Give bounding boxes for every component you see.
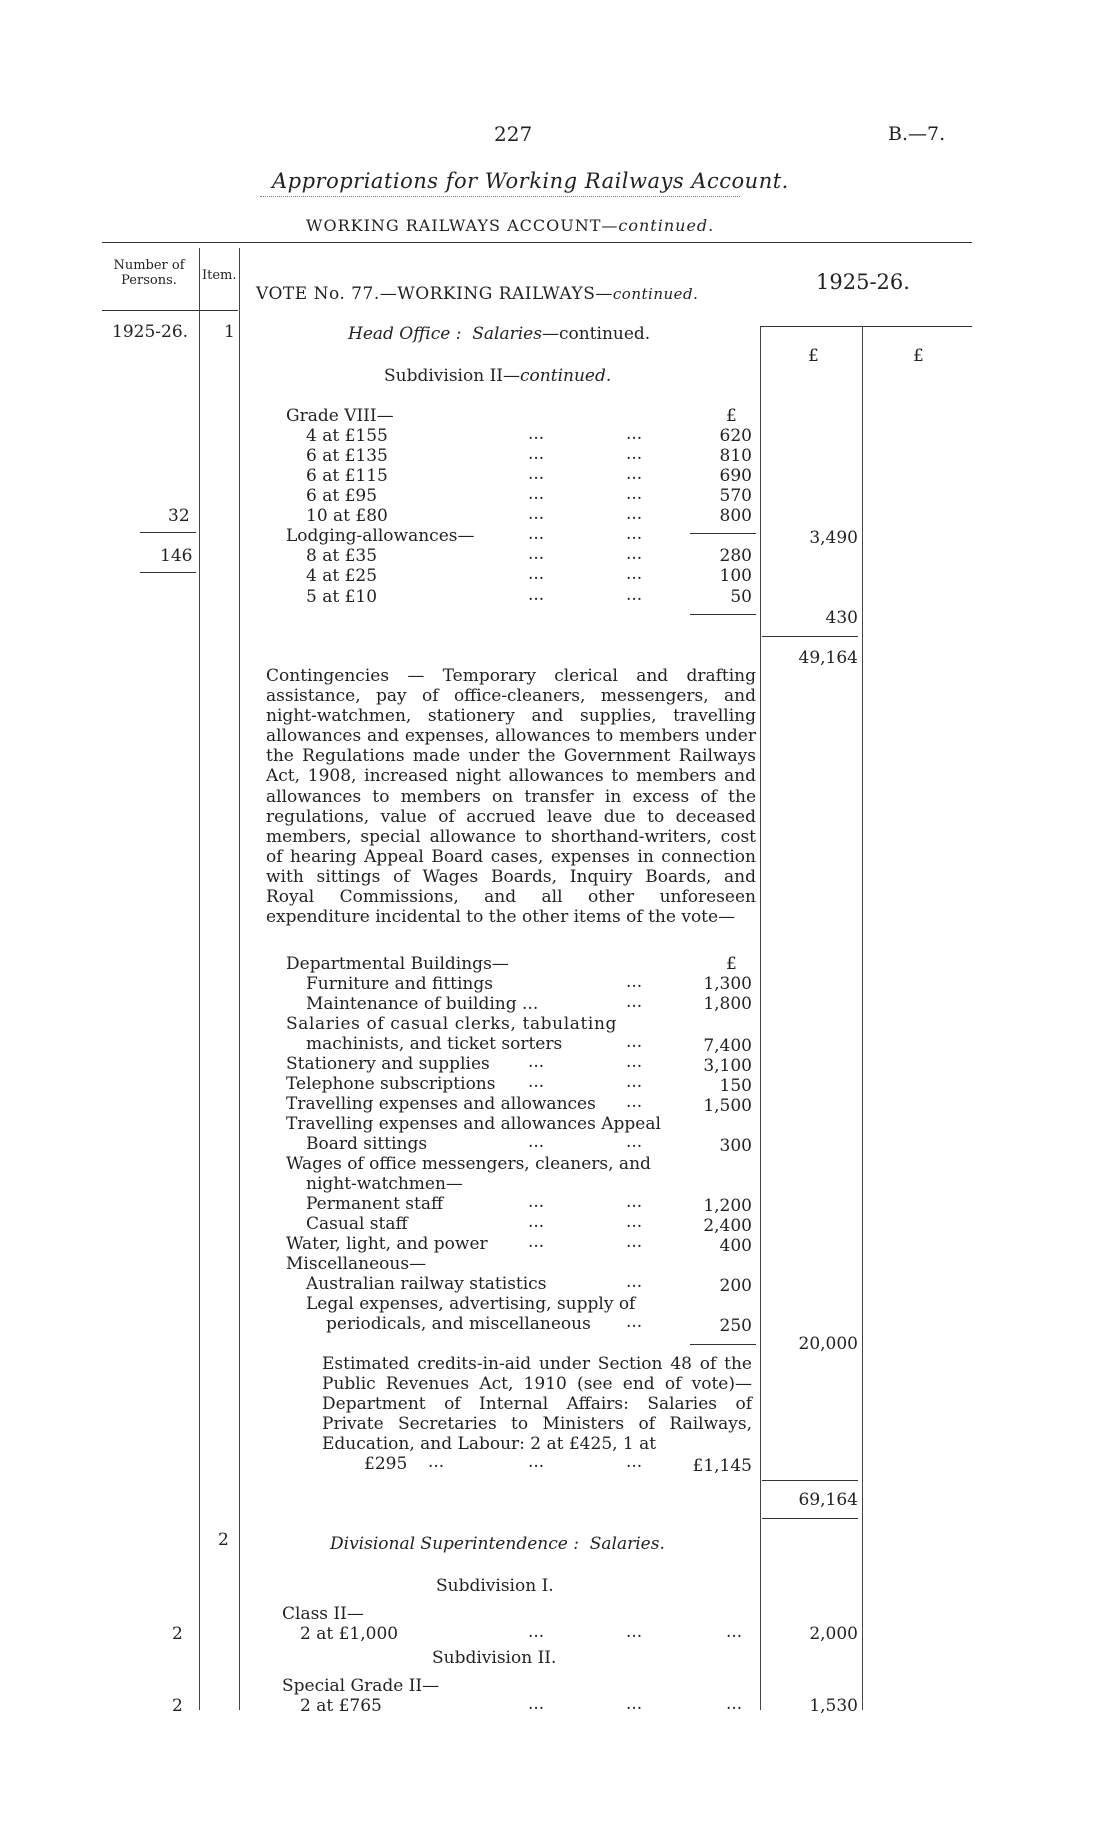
leader-dots: ...	[528, 1212, 545, 1232]
persons-count: 2	[172, 1696, 183, 1716]
leader-dots: ...	[528, 585, 545, 605]
leader-dots: ...	[626, 992, 643, 1012]
leader-dots: ...	[528, 524, 545, 544]
salaries-subtotal: 49,164	[798, 648, 858, 668]
grade-row-value: 570	[719, 486, 752, 506]
grade-row-label: 2 at £765	[300, 1696, 382, 1716]
section-heading: Head Office : Salaries—continued.	[348, 324, 651, 344]
year-header: 1925-26.	[816, 270, 910, 294]
expense-value: 1,300	[703, 974, 752, 994]
leader-dots: ...	[626, 1312, 643, 1332]
credits-last-value: £1,145	[692, 1456, 752, 1476]
lodging-row-label: 4 at £25	[306, 566, 378, 586]
expense-label: Australian railway statistics	[306, 1274, 547, 1294]
leader-dots: ...	[626, 524, 643, 544]
expense-value: 7,400	[703, 1036, 752, 1056]
pound-header-1: £	[808, 346, 819, 366]
leader-dots: ...	[626, 1452, 643, 1472]
grade-sum-rule	[690, 533, 756, 534]
grade-pound: £	[726, 406, 737, 426]
expense-label: night-watchmen—	[306, 1174, 463, 1194]
leader-dots: ...	[626, 1232, 643, 1252]
leader-dots: ...	[626, 1694, 643, 1714]
leader-dots: ...	[726, 1622, 743, 1642]
col-divider-item	[239, 248, 240, 1710]
col-divider-persons	[199, 248, 200, 1710]
leader-dots: ...	[528, 1132, 545, 1152]
lodging-row-value: 50	[730, 587, 752, 607]
grade-row-value: 800	[719, 506, 752, 526]
leader-dots: ...	[528, 544, 545, 564]
leader-dots: ...	[528, 1072, 545, 1092]
leader-dots: ...	[626, 1072, 643, 1092]
expense-value: 1,800	[703, 994, 752, 1014]
lodging-heading: Lodging-allowances—	[286, 526, 475, 546]
contingencies-total: 20,000	[798, 1334, 858, 1354]
dept-buildings-heading: Departmental Buildings—	[286, 954, 509, 974]
document-reference: B.—7.	[888, 123, 946, 145]
expense-label: Permanent staff	[306, 1194, 444, 1214]
expense-value: 200	[719, 1276, 752, 1296]
persons-rule	[140, 532, 196, 533]
expense-label: Travelling expenses and allowances	[286, 1094, 596, 1114]
leader-dots: ...	[726, 1694, 743, 1714]
class-row-label: 2 at £1,000	[300, 1624, 399, 1644]
col-divider-amount1	[760, 326, 761, 1710]
leader-dots: ...	[528, 1622, 545, 1642]
lodging-row-value: 280	[719, 546, 752, 566]
lodging-sum-rule	[690, 614, 756, 615]
year-head-rule	[760, 326, 972, 327]
item-total-rule-top	[762, 1480, 858, 1481]
expense-label: Telephone subscriptions	[286, 1074, 496, 1094]
leader-dots: ...	[528, 1694, 545, 1714]
leader-dots: ...	[626, 1622, 643, 1642]
item-number: 2	[218, 1530, 229, 1550]
expense-value: 3,100	[703, 1056, 752, 1076]
class-heading: Class II—	[282, 1604, 364, 1624]
leader-dots: ...	[528, 424, 545, 444]
lodging-row-label: 8 at £35	[306, 546, 378, 566]
expense-label: Miscellaneous—	[286, 1254, 427, 1274]
expense-label: machinists, and ticket sorters	[306, 1034, 563, 1054]
page-title: Appropriations for Working Railways Account.	[272, 169, 789, 193]
grade-row-value: 810	[719, 446, 752, 466]
expense-label: Water, light, and power	[286, 1234, 488, 1254]
expense-label: Board sittings	[306, 1134, 428, 1154]
item-total-rule-bottom	[762, 1518, 858, 1519]
lodging-row-value: 100	[719, 566, 752, 586]
leader-dots: ...	[626, 564, 643, 584]
lodging-total: 430	[825, 608, 858, 628]
pound-header-2: £	[913, 346, 924, 366]
page-number: 227	[494, 122, 533, 146]
leader-dots: ...	[626, 1132, 643, 1152]
expense-label: Travelling expenses and allowances Appeal	[286, 1114, 661, 1134]
leader-dots: ...	[626, 464, 643, 484]
leader-dots: ...	[528, 1192, 545, 1212]
subdivision-heading: Subdivision II—continued.	[384, 366, 612, 386]
leader-dots: ...	[626, 424, 643, 444]
leader-dots: ...	[626, 444, 643, 464]
contingencies-paragraph: Contingencies — Temporary clerical and drafting assistance, pay of office-cleaners, messengers, and night-watchmen, stationery and supplies, travelling allowances and expenses, allowances to members under the Regulations made under the Government Railways Act, 1908, increased night allowances to members and allowances to members on transfer in excess of the regulations, value of accrued leave due to deceased members, special allowance to shorthand-writers, cost of hearing Appeal Board cases, expenses in connection with sittings of Wages Boards, Inquiry Boards, and Royal Commissions, and all other unforeseen expenditure incidental to the other items of the vote—	[266, 666, 756, 928]
grade-heading: Special Grade II—	[282, 1676, 440, 1696]
expense-label: Casual staff	[306, 1214, 408, 1234]
expense-label: Wages of office messengers, cleaners, and	[286, 1154, 651, 1174]
num-persons-header: Number of Persons.	[113, 258, 185, 288]
grade-row-label: 6 at £135	[306, 446, 388, 466]
subdivision-heading: Subdivision I.	[436, 1576, 554, 1596]
vote-heading: VOTE No. 77.—WORKING RAILWAYS—continued.	[256, 284, 699, 304]
title-rule	[260, 196, 740, 197]
contingencies-sum-rule	[690, 1344, 756, 1345]
table-head-rule	[102, 310, 238, 311]
expense-label: Maintenance of building ...	[306, 994, 539, 1014]
leader-dots: ...	[626, 504, 643, 524]
page-subtitle: WORKING RAILWAYS ACCOUNT—continued.	[306, 216, 715, 235]
persons-rule	[140, 572, 196, 573]
dept-pound: £	[726, 954, 737, 974]
leader-dots: ...	[626, 1052, 643, 1072]
leader-dots: ...	[528, 464, 545, 484]
expense-value: 300	[719, 1136, 752, 1156]
expense-value: 400	[719, 1236, 752, 1256]
grade-row-value: 1,530	[809, 1696, 858, 1716]
leader-dots: ...	[626, 1092, 643, 1112]
grade-row-value: 690	[719, 466, 752, 486]
expense-label: Stationery and supplies	[286, 1054, 490, 1074]
leader-dots: ...	[626, 1032, 643, 1052]
leader-dots: ...	[528, 504, 545, 524]
persons-count: 146	[160, 546, 193, 566]
leader-dots: ...	[626, 1212, 643, 1232]
section-heading: Divisional Superintendence : Salaries.	[330, 1534, 665, 1554]
expense-value: 150	[719, 1076, 752, 1096]
subtotal-rule	[762, 636, 858, 637]
expense-label: Salaries of casual clerks, tabulating	[286, 1014, 617, 1034]
grade-row-label: 6 at £115	[306, 466, 388, 486]
leader-dots: ...	[528, 1232, 545, 1252]
grade-row-value: 620	[719, 426, 752, 446]
leader-dots: ...	[528, 1452, 545, 1472]
subdivision-heading: Subdivision II.	[432, 1648, 557, 1668]
expense-value: 250	[719, 1316, 752, 1336]
expense-label: Legal expenses, advertising, supply of	[306, 1294, 636, 1314]
leader-dots: ...	[626, 585, 643, 605]
item-header: Item.	[202, 268, 237, 283]
expense-value: 2,400	[703, 1216, 752, 1236]
item-number: 1	[224, 322, 235, 342]
persons-count: 32	[168, 506, 190, 526]
leader-dots: ...	[528, 1052, 545, 1072]
expense-label: Furniture and fittings	[306, 974, 493, 994]
table-top-rule	[102, 242, 972, 243]
row-year-label: 1925-26.	[112, 322, 189, 342]
leader-dots: ...	[626, 972, 643, 992]
grade-row-label: 10 at £80	[306, 506, 388, 526]
leader-dots: ...	[626, 484, 643, 504]
class-row-value: 2,000	[809, 1624, 858, 1644]
grade-row-label: 4 at £155	[306, 426, 388, 446]
grade-row-label: 6 at £95	[306, 486, 378, 506]
leader-dots: ...	[626, 1272, 643, 1292]
leader-dots: ...	[428, 1452, 445, 1472]
leader-dots: ...	[528, 444, 545, 464]
item-total: 69,164	[798, 1490, 858, 1510]
expense-value: 1,200	[703, 1196, 752, 1216]
lodging-row-label: 5 at £10	[306, 587, 378, 607]
grade-total: 3,490	[809, 528, 858, 548]
persons-count: 2	[172, 1624, 183, 1644]
leader-dots: ...	[528, 564, 545, 584]
leader-dots: ...	[528, 484, 545, 504]
leader-dots: ...	[626, 544, 643, 564]
expense-value: 1,500	[703, 1096, 752, 1116]
credits-last-label: £295	[364, 1454, 408, 1474]
grade-heading: Grade VIII—	[286, 406, 394, 426]
col-divider-amount2	[862, 326, 863, 1710]
leader-dots: ...	[626, 1192, 643, 1212]
expense-label: periodicals, and miscellaneous	[326, 1314, 591, 1334]
credits-in-aid-paragraph: Estimated credits-in-aid under Section 48 of the Public Revenues Act, 1910 (see end of vote)— Department of Internal Affairs: Salaries of Private Secretaries to Ministers of Railways, Education, and Labour: 2 at £425, 1 at	[322, 1354, 752, 1455]
